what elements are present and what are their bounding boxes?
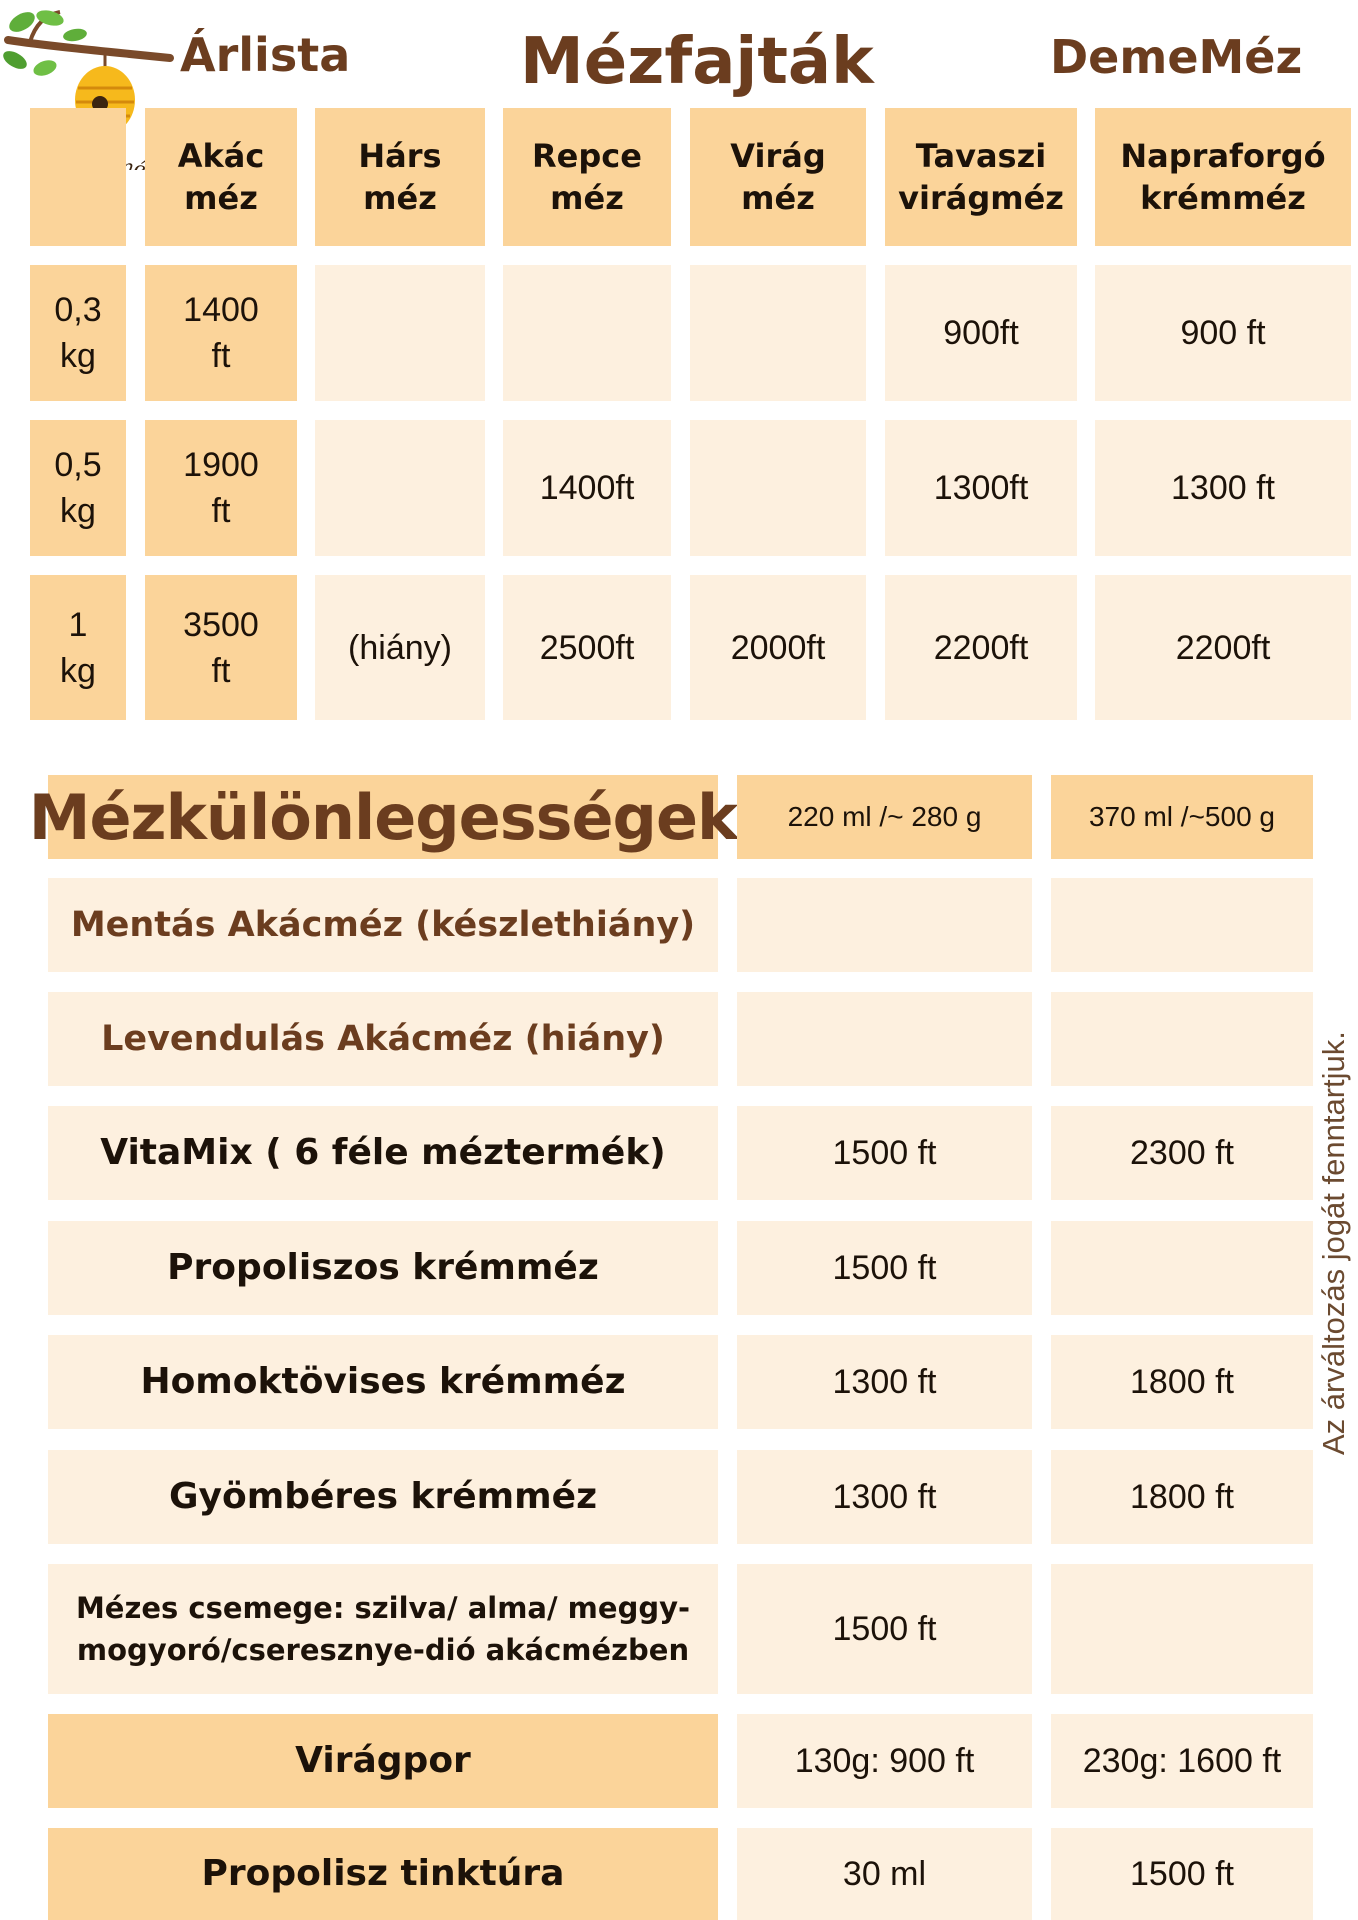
price-cell: 1400 ft [145, 265, 297, 401]
specialty-price-large [1051, 1221, 1313, 1315]
price-cell [690, 420, 866, 556]
price-cell: 2500ft [503, 575, 671, 720]
price-cell: 900 ft [1095, 265, 1351, 401]
price-cell [503, 265, 671, 401]
price-cell: 3500 ft [145, 575, 297, 720]
specialty-name: Mézes csemege: szilva/ alma/ meggy- mogyoró/cseresznye-dió akácmézben [48, 1564, 718, 1694]
header-left-title: Árlista [180, 28, 351, 82]
column-header: Tavaszi virágméz [885, 108, 1077, 246]
specialty-price-large: 1800 ft [1051, 1335, 1313, 1429]
price-cell: 2200ft [1095, 575, 1351, 720]
weight-cell: 0,5 kg [30, 420, 126, 556]
specialty-name: Propoliszos krémméz [48, 1221, 718, 1315]
specialty-price-large: 1500 ft [1051, 1828, 1313, 1920]
size-header-small: 220 ml /~ 280 g [737, 775, 1032, 859]
column-header: Akác méz [145, 108, 297, 246]
specialty-price-large [1051, 1564, 1313, 1694]
price-cell: 1900 ft [145, 420, 297, 556]
specialty-name: Levendulás Akácméz (hiány) [48, 992, 718, 1086]
logo-text: méz [113, 152, 159, 170]
specialty-price-small: 30 ml [737, 1828, 1032, 1920]
specialty-price-small: 1500 ft [737, 1106, 1032, 1200]
specialty-price-small: 1300 ft [737, 1335, 1032, 1429]
column-header: Napraforgó krémméz [1095, 108, 1351, 246]
specialty-price-small: 130g: 900 ft [737, 1714, 1032, 1808]
price-cell: 1300ft [885, 420, 1077, 556]
specialty-price-small [737, 992, 1032, 1086]
specialty-price-small: 1500 ft [737, 1221, 1032, 1315]
price-cell: (hiány) [315, 575, 485, 720]
corner-cell [30, 108, 126, 246]
specialty-price-large [1051, 878, 1313, 972]
column-header: Repce méz [503, 108, 671, 246]
specialty-price-small: 1500 ft [737, 1564, 1032, 1694]
price-cell [315, 265, 485, 401]
specialty-price-small [737, 878, 1032, 972]
price-cell: 900ft [885, 265, 1077, 401]
specialty-name: Propolisz tinktúra [48, 1828, 718, 1920]
price-cell: 1300 ft [1095, 420, 1351, 556]
specialty-price-large [1051, 992, 1313, 1086]
weight-cell: 1 kg [30, 575, 126, 720]
specialty-name: Mentás Akácméz (készlethiány) [48, 878, 718, 972]
column-header: Hárs méz [315, 108, 485, 246]
specialty-name: Virágpor [48, 1714, 718, 1808]
weight-cell: 0,3 kg [30, 265, 126, 401]
specialty-name: Homoktövises krémméz [48, 1335, 718, 1429]
price-cell: 2000ft [690, 575, 866, 720]
price-cell: 1400ft [503, 420, 671, 556]
specialty-name: VitaMix ( 6 féle méztermék) [48, 1106, 718, 1200]
specialty-price-large: 230g: 1600 ft [1051, 1714, 1313, 1808]
specialty-price-small: 1300 ft [737, 1450, 1032, 1544]
specialty-price-large: 1800 ft [1051, 1450, 1313, 1544]
price-change-note: Az árváltozás jogát fenntartjuk. [1316, 1031, 1351, 1455]
price-cell: 2200ft [885, 575, 1077, 720]
size-header-large: 370 ml /~500 g [1051, 775, 1313, 859]
specialties-title: Mézkülönlegességek [48, 775, 718, 859]
header-center-title: Mézfajták [520, 25, 874, 99]
specialty-price-large: 2300 ft [1051, 1106, 1313, 1200]
price-cell [690, 265, 866, 401]
price-cell [315, 420, 485, 556]
specialty-name: Gyömbéres krémméz [48, 1450, 718, 1544]
column-header: Virág méz [690, 108, 866, 246]
header-right-title: DemeMéz [1050, 30, 1303, 84]
